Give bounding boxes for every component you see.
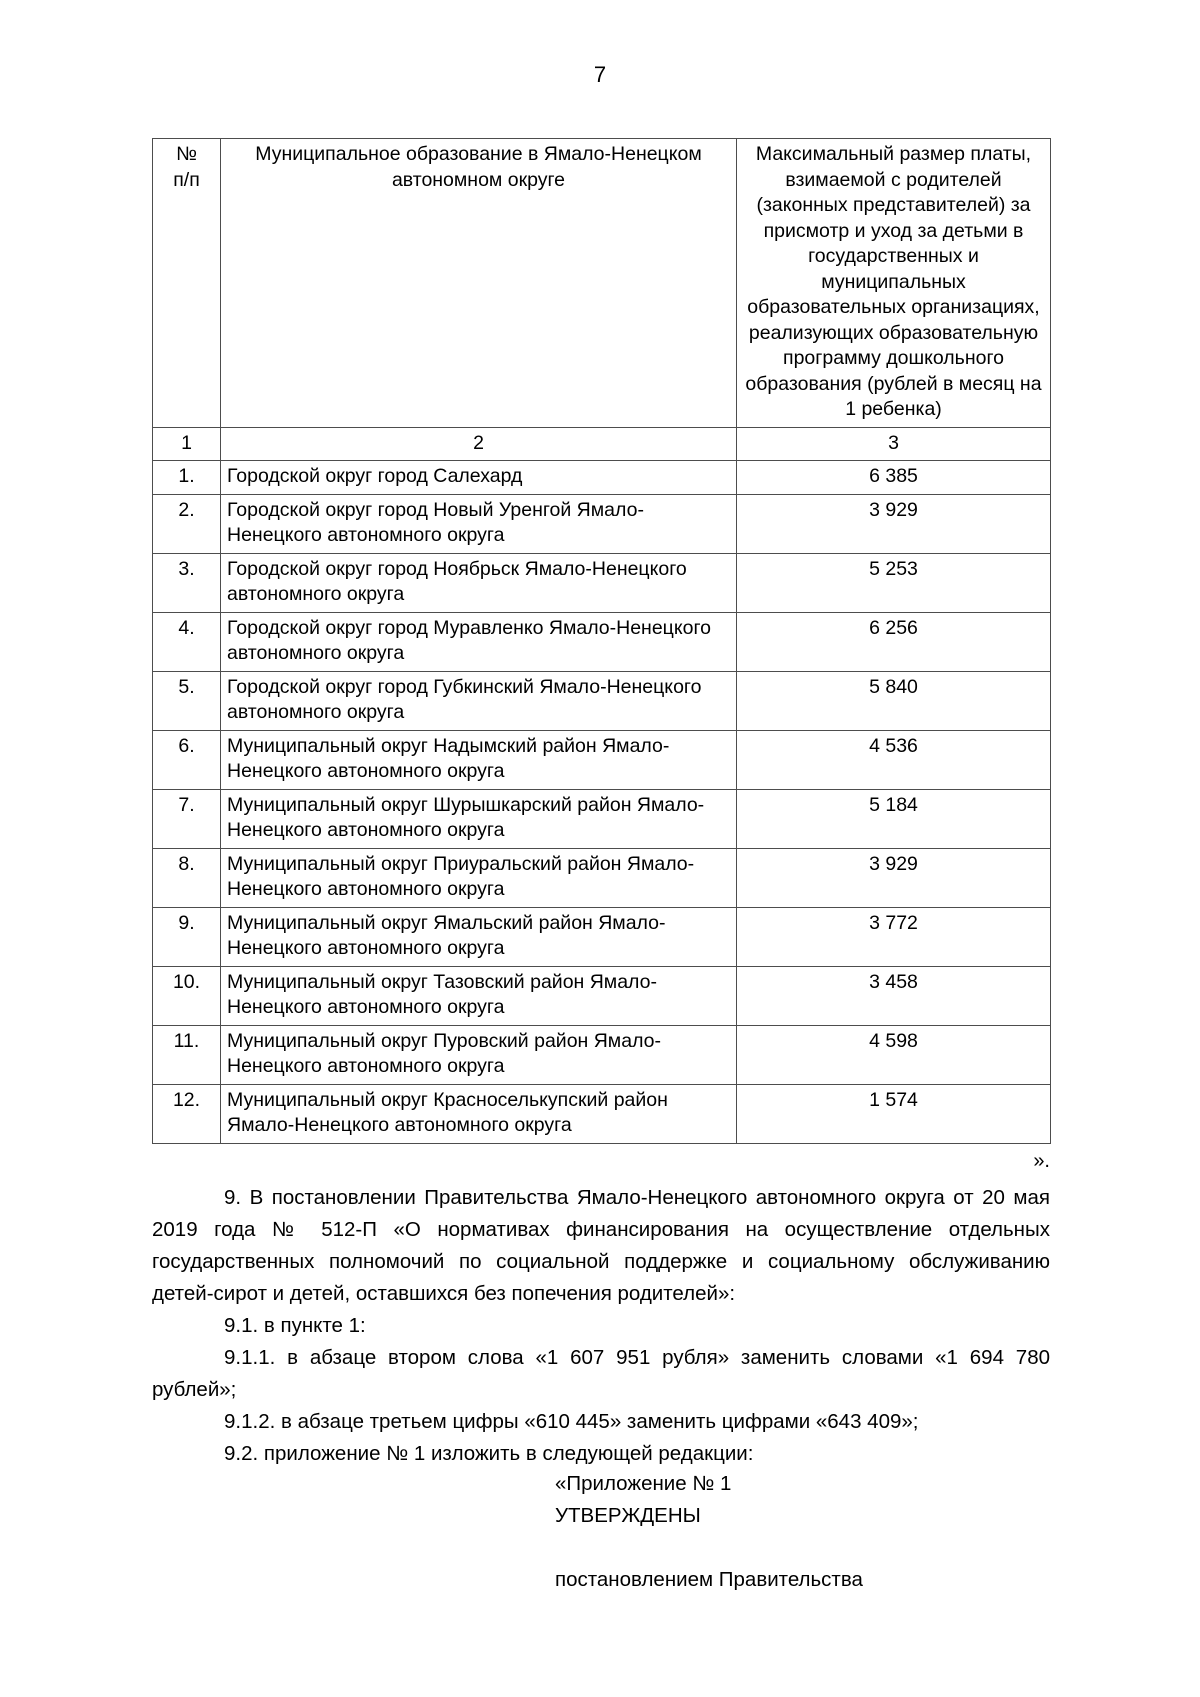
row-index: 11. [153, 1025, 221, 1084]
table-row [153, 1084, 1051, 1143]
column-number-1: 1 [153, 427, 221, 461]
table-row [153, 907, 1051, 966]
row-value: 5 253 [737, 553, 1051, 612]
header-cell-municipality: Муниципальное образование в Ямало-Ненецком автономном округе [221, 139, 737, 428]
row-index: 1. [153, 461, 221, 495]
page-number: 7 [593, 62, 607, 87]
header-cell-max-fee: Максимальный размер платы, взимаемой с родителей (законных представителей) за присмотр и уход за детьми в государственных и муниципальных образовательных организациях, реализующих образовательную программу дошкольного образования (рублей в месяц на 1 ребенка) [737, 139, 1051, 428]
table-row [153, 494, 1051, 553]
row-municipality: Городской округ город Губкинский Ямало-Ненецкого автономного округа [221, 671, 737, 730]
paragraph-9-1-1: 9.1.1. в абзаце втором слова «1 607 951 рубля» заменить словами «1 694 780 рублей»; [152, 1346, 1050, 1401]
table-row [153, 730, 1051, 789]
row-value: 1 574 [737, 1084, 1051, 1143]
column-number-3: 3 [737, 427, 1051, 461]
table-header-row [153, 139, 1051, 428]
table-row [153, 553, 1051, 612]
appendix-heading-block [152, 1468, 1050, 1596]
row-municipality: Муниципальный округ Шурышкарский район Ямало-Ненецкого автономного округа [221, 789, 737, 848]
table-row [153, 1025, 1051, 1084]
paragraph-9: 9. В постановлении Правительства Ямало-Ненецкого автономного округа от 20 мая 2019 года № 512-П «О нормативах финансирования на осуществление отдельных государственных полномочий по социальной поддержке и социальному обслуживанию детей-сирот и детей, оставшихся без попечения родителей»: [152, 1186, 1050, 1305]
row-value: 4 536 [737, 730, 1051, 789]
row-index: 5. [153, 671, 221, 730]
header-number-line1: № [176, 143, 197, 165]
row-value: 6 385 [737, 461, 1051, 495]
row-index: 10. [153, 966, 221, 1025]
row-value: 3 458 [737, 966, 1051, 1025]
paragraph-9-1: 9.1. в пункте 1: [224, 1314, 366, 1337]
row-value: 3 772 [737, 907, 1051, 966]
row-municipality: Муниципальный округ Тазовский район Ямало-Ненецкого автономного округа [221, 966, 737, 1025]
table-row [153, 966, 1051, 1025]
row-municipality: Городской округ город Новый Уренгой Ямало-Ненецкого автономного округа [221, 494, 737, 553]
row-value: 6 256 [737, 612, 1051, 671]
table-row [153, 848, 1051, 907]
fee-table-container [152, 138, 1050, 1144]
row-value: 3 929 [737, 494, 1051, 553]
row-index: 4. [153, 612, 221, 671]
row-index: 3. [153, 553, 221, 612]
table-row [153, 789, 1051, 848]
municipal-fee-table [152, 138, 1051, 1144]
table-row [153, 671, 1051, 730]
appendix-approved: УТВЕРЖДЕНЫ [555, 1504, 701, 1527]
row-index: 6. [153, 730, 221, 789]
table-row [153, 612, 1051, 671]
row-index: 12. [153, 1084, 221, 1143]
row-municipality: Муниципальный округ Приуральский район Ямало-Ненецкого автономного округа [221, 848, 737, 907]
row-municipality: Городской округ город Салехард [221, 461, 737, 495]
row-municipality: Городской округ город Ноябрьск Ямало-Ненецкого автономного округа [221, 553, 737, 612]
row-value: 3 929 [737, 848, 1051, 907]
row-index: 7. [153, 789, 221, 848]
row-value: 5 840 [737, 671, 1051, 730]
row-municipality: Муниципальный округ Пуровский район Ямало-Ненецкого автономного округа [221, 1025, 737, 1084]
body-text-block [152, 1182, 1050, 1470]
paragraph-9-1-2: 9.1.2. в абзаце третьем цифры «610 445» заменить цифрами «643 409»; [224, 1410, 919, 1433]
appendix-authority: постановлением Правительства [555, 1568, 863, 1591]
column-number-2: 2 [221, 427, 737, 461]
header-number-line2: п/п [173, 168, 200, 191]
row-municipality: Муниципальный округ Красноселькупский район Ямало-Ненецкого автономного округа [221, 1084, 737, 1143]
row-municipality: Городской округ город Муравленко Ямало-Ненецкого автономного округа [221, 612, 737, 671]
appendix-title: «Приложение № 1 [555, 1472, 732, 1495]
row-index: 2. [153, 494, 221, 553]
row-municipality: Муниципальный округ Надымский район Ямало-Ненецкого автономного округа [221, 730, 737, 789]
row-municipality: Муниципальный округ Ямальский район Ямало-Ненецкого автономного округа [221, 907, 737, 966]
paragraph-9-2: 9.2. приложение № 1 изложить в следующей редакции: [224, 1442, 754, 1465]
row-index: 8. [153, 848, 221, 907]
row-value: 4 598 [737, 1025, 1051, 1084]
table-row [153, 461, 1051, 495]
closing-quote-mark: ». [1033, 1150, 1050, 1172]
header-cell-number [153, 139, 221, 428]
row-index: 9. [153, 907, 221, 966]
row-value: 5 184 [737, 789, 1051, 848]
table-column-number-row [153, 427, 1051, 461]
